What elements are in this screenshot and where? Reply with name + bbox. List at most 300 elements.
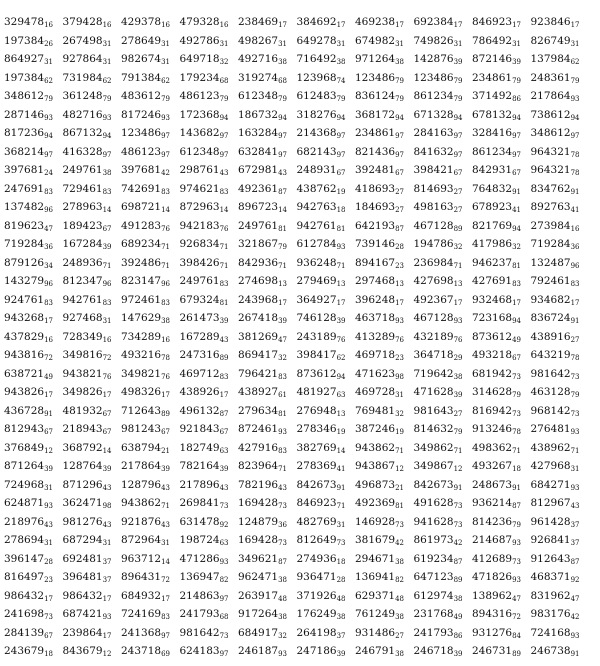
table-cell (472, 641, 521, 658)
cell-subscript: 17 (453, 298, 463, 307)
cell-number: 684917 (238, 626, 279, 639)
table-cell (63, 438, 112, 455)
table-cell (238, 253, 287, 270)
table-cell (238, 160, 287, 177)
cell-subscript: 96 (44, 280, 54, 288)
cell-number: 468371 (530, 571, 571, 583)
cell-number: 163284 (238, 127, 279, 139)
table-cell (531, 308, 580, 325)
cell-number: 349862 (413, 441, 454, 454)
table-cell (297, 271, 346, 288)
cell-number: 349867 (413, 460, 454, 472)
table-cell (180, 493, 229, 510)
cell-number: 913246 (472, 423, 513, 435)
cell-number: 467128 (413, 312, 454, 324)
cell-subscript: 17 (570, 298, 580, 307)
cell-subscript: 31 (336, 520, 346, 529)
cell-subscript: 79 (219, 95, 229, 103)
cell-subscript: 79 (570, 76, 580, 85)
table-cell (4, 12, 53, 29)
cell-number: 246718 (413, 645, 454, 657)
table-cell (4, 308, 53, 325)
table-cell (121, 31, 170, 48)
cell-subscript: 37 (102, 557, 112, 566)
table-cell (297, 68, 346, 85)
cell-number: 214368 (296, 127, 337, 139)
cell-number: 128764 (62, 460, 103, 472)
table-cell (297, 456, 346, 473)
cell-number: 734289 (121, 330, 162, 343)
cell-number: 816497 (4, 571, 45, 583)
table-cell (472, 49, 521, 66)
cell-subscript: 19 (336, 187, 346, 196)
cell-subscript: 67 (336, 169, 346, 177)
table-cell (414, 86, 463, 103)
cell-subscript: 83 (219, 187, 229, 196)
table-cell (63, 401, 112, 418)
cell-number: 492716 (238, 53, 279, 65)
cell-subscript: 97 (453, 150, 463, 159)
table-cell (4, 160, 53, 177)
cell-number: 927468 (62, 312, 103, 324)
cell-number: 396248 (355, 293, 396, 306)
cell-number: 379428 (62, 16, 103, 28)
cell-number: 496132 (179, 404, 220, 417)
table-cell (238, 49, 287, 66)
table-cell (472, 216, 521, 233)
table-cell (238, 438, 287, 455)
table-cell (4, 271, 53, 288)
cell-number: 179234 (179, 71, 220, 84)
table-cell (63, 179, 112, 196)
table-cell (472, 364, 521, 381)
cell-subscript: 38 (395, 613, 405, 621)
cell-subscript: 32 (219, 58, 229, 66)
cell-subscript: 17 (336, 21, 346, 29)
table-cell (4, 327, 53, 344)
table-cell (297, 530, 346, 547)
cell-number: 729461 (62, 182, 103, 195)
cell-number: 679324 (179, 293, 220, 306)
cell-number: 498163 (413, 201, 454, 213)
cell-subscript: 79 (161, 95, 171, 103)
cell-subscript: 67 (102, 428, 112, 436)
table-cell (531, 604, 580, 621)
table-cell (472, 160, 521, 177)
cell-subscript: 83 (219, 280, 229, 288)
table-cell (4, 401, 53, 418)
table-cell (414, 160, 463, 177)
cell-number: 429378 (121, 16, 162, 28)
cell-subscript: 27 (453, 187, 463, 196)
cell-number: 496873 (355, 478, 396, 491)
cell-number: 943862 (355, 441, 396, 454)
cell-number: 418693 (355, 182, 396, 195)
cell-number: 612348 (238, 90, 279, 102)
table-cell (355, 253, 404, 270)
cell-subscript: 39 (219, 465, 229, 473)
table-cell (180, 49, 229, 66)
table-cell (297, 234, 346, 251)
cell-subscript: 19 (395, 428, 405, 436)
table-cell (63, 327, 112, 344)
cell-number: 746128 (296, 312, 337, 324)
cell-number: 823964 (238, 460, 279, 472)
table-cell (238, 512, 287, 529)
cell-number: 138962 (472, 589, 513, 602)
cell-subscript: 89 (453, 224, 463, 233)
cell-subscript: 97 (219, 132, 229, 140)
table-cell (414, 142, 463, 159)
table-cell (531, 456, 580, 473)
cell-subscript: 97 (219, 594, 229, 603)
table-cell (238, 493, 287, 510)
cell-number: 481932 (62, 404, 103, 417)
table-cell (531, 105, 580, 122)
cell-number: 387246 (355, 423, 396, 435)
table-cell (414, 456, 463, 473)
cell-number: 629371 (355, 589, 396, 602)
cell-number: 471826 (472, 571, 513, 583)
cell-number: 284139 (4, 626, 45, 639)
table-cell (355, 549, 404, 566)
table-cell (297, 364, 346, 381)
table-cell (472, 512, 521, 529)
cell-subscript: 81 (512, 261, 522, 270)
cell-subscript: 62 (336, 354, 346, 362)
cell-subscript: 18 (336, 206, 346, 214)
cell-subscript: 16 (219, 21, 229, 29)
cell-number: 287146 (4, 108, 45, 121)
cell-subscript: 31 (512, 39, 522, 48)
table-cell (472, 253, 521, 270)
cell-subscript: 94 (336, 113, 346, 122)
cell-subscript: 31 (44, 483, 54, 492)
cell-subscript: 14 (278, 206, 288, 214)
cell-number: 821769 (472, 219, 513, 232)
table-cell (4, 382, 53, 399)
cell-number: 861973 (413, 534, 454, 546)
table-cell (297, 623, 346, 640)
cell-subscript: 73 (219, 631, 229, 640)
cell-number: 698721 (121, 201, 162, 213)
cell-subscript: 94 (395, 113, 405, 122)
cell-subscript: 16 (161, 21, 171, 29)
table-cell (297, 475, 346, 492)
table-cell (180, 641, 229, 658)
table-cell (531, 271, 580, 288)
cell-number: 968142 (530, 404, 571, 417)
table-cell (355, 290, 404, 307)
cell-number: 321867 (238, 238, 279, 250)
cell-subscript: 42 (570, 613, 580, 621)
cell-subscript: 31 (395, 391, 405, 399)
table-cell (472, 456, 521, 473)
cell-number: 438762 (296, 182, 337, 195)
cell-number: 812649 (296, 534, 337, 546)
cell-subscript: 12 (44, 446, 54, 455)
cell-subscript: 94 (570, 113, 580, 122)
table-cell (355, 234, 404, 251)
cell-subscript: 71 (453, 446, 463, 455)
cell-number: 416328 (62, 145, 103, 158)
cell-number: 469728 (355, 386, 396, 398)
cell-number: 894167 (355, 256, 396, 269)
cell-subscript: 87 (278, 557, 288, 566)
table-cell (180, 271, 229, 288)
cell-subscript: 13 (278, 280, 288, 288)
table-cell (531, 197, 580, 214)
cell-number: 392486 (121, 256, 162, 269)
cell-subscript: 47 (44, 224, 54, 233)
table-cell (414, 512, 463, 529)
cell-number: 486123 (179, 90, 220, 102)
cell-number: 942183 (179, 219, 220, 232)
cell-subscript: 83 (161, 187, 171, 196)
cell-number: 791384 (121, 71, 162, 84)
cell-number: 672981 (238, 164, 279, 176)
cell-number: 234861 (472, 71, 513, 84)
cell-subscript: 38 (336, 58, 346, 66)
table-cell (355, 179, 404, 196)
cell-number: 261473 (179, 312, 220, 324)
cell-number: 368792 (62, 441, 103, 454)
cell-number: 241368 (121, 626, 162, 639)
cell-number: 943862 (121, 497, 162, 509)
table-cell (472, 12, 521, 29)
cell-number: 493218 (472, 349, 513, 361)
table-cell (472, 438, 521, 455)
cell-subscript: 83 (278, 372, 288, 381)
cell-subscript: 73 (219, 502, 229, 510)
cell-subscript: 97 (219, 650, 229, 658)
table-cell (472, 475, 521, 492)
table-cell (414, 253, 463, 270)
cell-subscript: 91 (44, 409, 54, 418)
cell-subscript: 42 (453, 539, 463, 547)
cell-subscript: 17 (336, 298, 346, 307)
cell-subscript: 43 (161, 483, 171, 492)
table-cell (414, 604, 463, 621)
cell-number: 297468 (355, 275, 396, 287)
table-cell (180, 419, 229, 436)
table-cell (238, 456, 287, 473)
cell-number: 384692 (296, 16, 337, 28)
cell-number: 471628 (413, 386, 454, 398)
cell-number: 469718 (355, 349, 396, 361)
cell-number: 719642 (413, 367, 454, 380)
cell-subscript: 14 (102, 446, 112, 455)
cell-number: 198724 (179, 534, 220, 546)
cell-subscript: 36 (44, 243, 54, 251)
table-cell (531, 530, 580, 547)
cell-number: 498326 (121, 386, 162, 398)
cell-number: 438926 (179, 386, 220, 398)
table-cell (238, 290, 287, 307)
cell-subscript: 83 (44, 298, 54, 307)
cell-subscript: 79 (512, 391, 522, 399)
cell-number: 492361 (238, 182, 279, 195)
cell-subscript: 67 (395, 169, 405, 177)
table-cell (414, 641, 463, 658)
cell-number: 214687 (472, 534, 513, 546)
table-cell (414, 290, 463, 307)
table-cell (121, 86, 170, 103)
table-cell (121, 567, 170, 584)
table-cell (472, 586, 521, 603)
cell-number: 814693 (413, 182, 454, 195)
cell-number: 873612 (296, 367, 337, 380)
cell-number: 396147 (4, 552, 45, 565)
cell-subscript: 91 (570, 187, 580, 196)
cell-subscript: 93 (161, 113, 171, 122)
cell-subscript: 78 (570, 354, 580, 362)
cell-subscript: 27 (395, 187, 405, 196)
table-cell (121, 530, 170, 547)
table-cell (121, 623, 170, 640)
table-cell (63, 31, 112, 48)
cell-number: 123486 (121, 127, 162, 139)
cell-number: 842673 (296, 478, 337, 491)
table-cell (414, 530, 463, 547)
cell-subscript: 91 (453, 483, 463, 492)
cell-number: 492786 (179, 34, 220, 47)
cell-number: 841632 (413, 145, 454, 158)
cell-number: 861234 (413, 90, 454, 102)
table-cell (355, 567, 404, 584)
table-cell (355, 308, 404, 325)
cell-subscript: 97 (102, 150, 112, 159)
cell-number: 821436 (355, 145, 396, 158)
cell-number: 836724 (530, 312, 571, 324)
table-cell (180, 623, 229, 640)
cell-number: 926841 (530, 534, 571, 546)
cell-subscript: 36 (570, 243, 580, 251)
table-cell (472, 308, 521, 325)
table-cell (531, 623, 580, 640)
table-cell (531, 49, 580, 66)
cell-number: 263917 (238, 589, 279, 602)
cell-subscript: 37 (102, 576, 112, 584)
table-cell (355, 401, 404, 418)
table-cell (4, 31, 53, 48)
table-cell (121, 142, 170, 159)
table-cell (472, 86, 521, 103)
table-cell (121, 68, 170, 85)
table-cell (355, 327, 404, 344)
cell-subscript: 49 (512, 335, 522, 344)
table-cell (531, 382, 580, 399)
cell-subscript: 79 (102, 95, 112, 103)
cell-subscript: 48 (395, 594, 405, 603)
cell-number: 731984 (62, 71, 103, 84)
cell-subscript: 72 (102, 354, 112, 362)
cell-subscript: 27 (395, 631, 405, 640)
table-cell (4, 456, 53, 473)
table-cell (472, 549, 521, 566)
cell-subscript: 29 (453, 354, 463, 362)
cell-number: 982674 (121, 53, 162, 65)
table-cell (414, 549, 463, 566)
cell-subscript: 49 (453, 613, 463, 621)
cell-subscript: 71 (278, 261, 288, 270)
cell-number: 491628 (413, 497, 454, 509)
table-cell (297, 12, 346, 29)
cell-subscript: 67 (44, 428, 54, 436)
cell-subscript: 28 (44, 557, 54, 566)
table-cell (63, 234, 112, 251)
cell-subscript: 31 (161, 39, 171, 48)
cell-number: 936214 (472, 497, 513, 509)
cell-subscript: 47 (278, 335, 288, 344)
table-cell (180, 68, 229, 85)
cell-subscript: 71 (395, 446, 405, 455)
cell-subscript: 39 (44, 465, 54, 473)
cell-number: 792461 (530, 275, 571, 287)
cell-subscript: 16 (570, 224, 580, 233)
table-cell (414, 586, 463, 603)
cell-subscript: 18 (336, 557, 346, 566)
cell-subscript: 47 (512, 594, 522, 603)
table-cell (4, 475, 53, 492)
cell-number: 486123 (121, 145, 162, 158)
cell-subscript: 14 (336, 446, 346, 455)
cell-number: 248361 (530, 71, 571, 84)
cell-number: 492369 (355, 497, 396, 509)
cell-number: 923846 (530, 16, 571, 28)
cell-subscript: 73 (278, 502, 288, 510)
table-cell (238, 216, 287, 233)
cell-subscript: 28 (336, 576, 346, 584)
table-cell (414, 68, 463, 85)
cell-subscript: 16 (102, 335, 112, 344)
cell-subscript: 39 (512, 58, 522, 66)
cell-subscript: 78 (161, 354, 171, 362)
cell-number: 943821 (62, 367, 103, 380)
cell-number: 492367 (413, 293, 454, 306)
table-cell (531, 512, 580, 529)
table-cell (414, 308, 463, 325)
cell-subscript: 96 (570, 261, 580, 270)
cell-number: 742691 (121, 182, 162, 195)
cell-subscript: 68 (219, 613, 229, 621)
cell-number: 479328 (179, 16, 220, 28)
cell-number: 123486 (355, 71, 396, 84)
cell-number: 624871 (4, 497, 45, 509)
cell-subscript: 27 (453, 206, 463, 214)
cell-subscript: 67 (102, 409, 112, 418)
table-cell (63, 623, 112, 640)
cell-subscript: 62 (570, 58, 580, 66)
cell-number: 861234 (472, 145, 513, 158)
table-cell (121, 475, 170, 492)
cell-subscript: 31 (570, 465, 580, 473)
cell-subscript: 67 (161, 428, 171, 436)
table-cell (4, 438, 53, 455)
cell-subscript: 31 (395, 39, 405, 48)
table-cell (180, 456, 229, 473)
cell-subscript: 39 (102, 465, 112, 473)
cell-number: 197384 (4, 71, 45, 84)
table-cell (180, 364, 229, 381)
cell-number: 483612 (121, 90, 162, 102)
cell-number: 167289 (179, 330, 220, 343)
cell-subscript: 38 (395, 557, 405, 566)
table-cell (531, 253, 580, 270)
table-cell (297, 160, 346, 177)
table-cell (355, 105, 404, 122)
cell-subscript: 21 (395, 483, 405, 492)
